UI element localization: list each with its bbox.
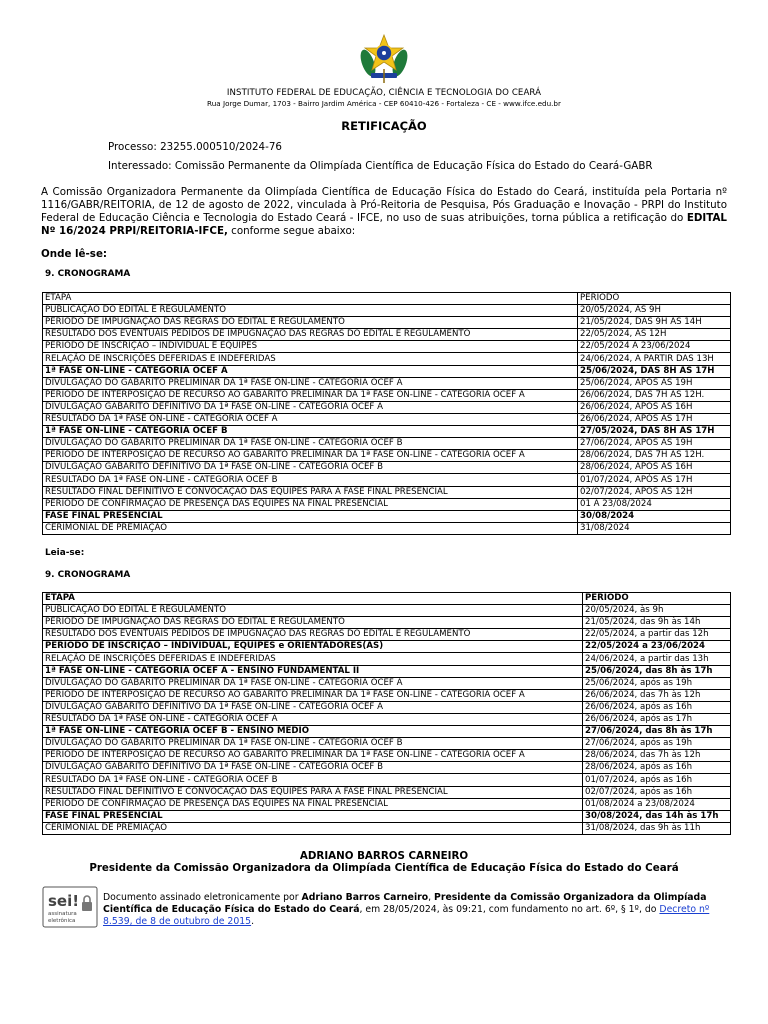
etapa-cell: ETAPA <box>43 593 583 605</box>
periodo-cell: 30/08/2024, das 14h às 17h <box>583 810 731 822</box>
institution-name: INSTITUTO FEDERAL DE EDUCAÇÃO, CIÊNCIA E TECNOLOGIA DO CEARÁ <box>226 88 542 98</box>
etapa-cell: PERÍODO DE IMPUGNAÇÃO DAS REGRAS DO EDITAL E REGULAMENTO <box>43 317 578 329</box>
table-row <box>43 426 731 438</box>
etapa-cell: DIVULGAÇÃO DO GABARITO PRELIMINAR DA 1ª FASE ON-LINE - CATEGORIA OCEF A <box>43 677 583 689</box>
etapa-cell: 1ª FASE ON-LINE - CATEGORIA OCEF A <box>43 365 578 377</box>
table-row <box>43 605 731 617</box>
signer-role: Presidente da Comissão Organizadora da Olimpíada Científica de Educação Física do Estado do Ceará <box>89 862 679 874</box>
periodo-cell: 01 A 23/08/2024 <box>578 498 731 510</box>
etapa-cell: PERÍODO DE INTERPOSIÇÃO DE RECURSO AO GABARITO PRELIMINAR DA 1ª FASE ON-LINE - CATEGORIA OCEF A <box>43 450 578 462</box>
table-row <box>43 726 731 738</box>
periodo-cell: 25/06/2024, DAS 8H ÀS 17H <box>578 365 731 377</box>
table-row <box>43 353 731 365</box>
table-row <box>43 810 731 822</box>
table-header-row <box>43 293 731 305</box>
etapa-cell: RESULTADO DA 1ª FASE ON-LINE - CATEGORIA OCEF B <box>43 474 578 486</box>
table-row <box>43 738 731 750</box>
table-row <box>43 629 731 641</box>
periodo-cell: 27/05/2024, DAS 8H ÀS 17H <box>578 426 731 438</box>
leia-se-heading: Leia-se: <box>45 548 85 558</box>
periodo-cell: 28/06/2024, após as 16h <box>583 762 731 774</box>
periodo-cell: 28/06/2024, das 7h às 12h <box>583 750 731 762</box>
periodo-cell: 01/07/2024, após as 16h <box>583 774 731 786</box>
table-row <box>43 786 731 798</box>
electronic-signature-note <box>103 892 728 929</box>
cronograma-heading-corrected: 9. CRONOGRAMA <box>45 570 131 580</box>
periodo-cell: 24/06/2024, A PARTIR DAS 13H <box>578 353 731 365</box>
note-role: Presidente da Comissão Organizadora da Olimpíada Científica de Educação Física do Estado do Ceará <box>103 892 707 916</box>
periodo-cell: 28/06/2024, APÓS AS 16H <box>578 462 731 474</box>
etapa-cell: RESULTADO DA 1ª FASE ON-LINE - CATEGORIA OCEF A <box>43 413 578 425</box>
note-end: . <box>251 916 255 928</box>
etapa-cell: PERÍODO DE INTERPOSIÇÃO DE RECURSO AO GABARITO PRELIMINAR DA 1ª FASE ON-LINE - CATEGORIA OCEF A <box>43 389 578 401</box>
periodo-cell: 01/07/2024, APÓS AS 17H <box>578 474 731 486</box>
intro-text: A Comissão Organizadora Permanente da Olimpíada Científica de Educação Física do Estado do Ceará, instituída pela Portaria nº 1116/GABR/REITORIA, de 12 de agosto de 2022, vinculada à Pró-Reitoria de Pesquisa, Pós Graduação e Inovação - PRPI do Instituto Federal de Educação Ciência e Tecnologia do Estado Ceará - IFCE, no uso de suas atribuições, torna pública a retificação do <box>41 186 727 225</box>
etapa-cell: DIVULGAÇÃO GABARITO DEFINITIVO DA 1ª FASE ON-LINE - CATEGORIA OCEF A <box>43 701 583 713</box>
table-row <box>43 413 731 425</box>
table-row <box>43 641 731 653</box>
table-row <box>43 617 731 629</box>
table-row <box>43 486 731 498</box>
sei-logo-text: sei! <box>48 892 80 910</box>
periodo-cell: 25/06/2024, das 8h às 17h <box>583 665 731 677</box>
etapa-cell: RESULTADO FINAL DEFINITIVO E CONVOCAÇÃO DAS EQUIPES PARA A FASE FINAL PRESENCIAL <box>43 486 578 498</box>
table-row <box>43 522 731 534</box>
periodo-cell: 26/06/2024, após as 17h <box>583 713 731 725</box>
table-row <box>43 498 731 510</box>
table-row <box>43 438 731 450</box>
processo-line: Processo: 23255.000510/2024-76 <box>108 141 282 153</box>
etapa-cell: RELAÇÃO DE INSCRIÇÕES DEFERIDAS E INDEFERIDAS <box>43 653 583 665</box>
etapa-cell: 1ª FASE ON-LINE - CATEGORIA OCEF B - ENSINO MÉDIO <box>43 726 583 738</box>
table-row <box>43 798 731 810</box>
periodo-cell: 21/05/2024, DAS 9H ÀS 14H <box>578 317 731 329</box>
brazil-coat-of-arms-icon <box>359 33 409 85</box>
periodo-cell: 20/05/2024, AS 9H <box>578 305 731 317</box>
periodo-cell: 22/05/2024 A 23/06/2024 <box>578 341 731 353</box>
table-row <box>43 822 731 834</box>
table-row <box>43 450 731 462</box>
periodo-cell: PERÍODO <box>583 593 731 605</box>
etapa-cell: DIVULGAÇÃO DO GABARITO PRELIMINAR DA 1ª FASE ON-LINE - CATEGORIA OCEF B <box>43 738 583 750</box>
table-row <box>43 377 731 389</box>
intro-paragraph <box>41 186 727 238</box>
table-row <box>43 365 731 377</box>
edital-reference: EDITAL Nº 16/2024 PRPI/REITORIA-IFCE, <box>41 212 727 238</box>
table-row <box>43 474 731 486</box>
periodo-cell: 25/06/2024, APÓS AS 19H <box>578 377 731 389</box>
etapa-cell: RELAÇÃO DE INSCRIÇÕES DEFERIDAS E INDEFERIDAS <box>43 353 578 365</box>
etapa-cell: PERÍODO DE INSCRIÇÃO – INDIVIDUAL, EQUIPES e ORIENTADORES(AS) <box>43 641 583 653</box>
periodo-cell: 27/06/2024, após as 19h <box>583 738 731 750</box>
etapa-cell: PUBLICAÇÃO DO EDITAL E REGULAMENTO <box>43 305 578 317</box>
periodo-cell: 25/06/2024, após as 19h <box>583 677 731 689</box>
periodo-cell: 30/08/2024 <box>578 510 731 522</box>
periodo-cell: 22/05/2024, a partir das 12h <box>583 629 731 641</box>
periodo-cell: 27/06/2024, APÓS AS 19H <box>578 438 731 450</box>
institution-address: Rua Jorge Dumar, 1703 - Bairro Jardim América - CEP 60410-426 - Fortaleza - CE - www.ifce.edu.br <box>207 99 561 108</box>
table-row <box>43 389 731 401</box>
etapa-cell: CERIMONIAL DE PREMIAÇÃO <box>43 822 583 834</box>
periodo-cell: 26/06/2024, após as 16h <box>583 701 731 713</box>
etapa-cell: RESULTADO DA 1ª FASE ON-LINE - CATEGORIA OCEF B <box>43 774 583 786</box>
etapa-cell: RESULTADO DOS EVENTUAIS PEDIDOS DE IMPUGNAÇÃO DAS REGRAS DO EDITAL E REGULAMENTO <box>43 629 583 641</box>
periodo-cell: 22/05/2024 a 23/06/2024 <box>583 641 731 653</box>
table-row <box>43 653 731 665</box>
etapa-cell: PUBLICAÇÃO DO EDITAL E REGULAMENTO <box>43 605 583 617</box>
etapa-cell: PERÍODO DE INSCRIÇÃO – INDIVIDUAL E EQUIPES <box>43 341 578 353</box>
etapa-cell: DIVULGAÇÃO GABARITO DEFINITIVO DA 1ª FASE ON-LINE - CATEGORIA OCEF B <box>43 762 583 774</box>
etapa-cell: 1ª FASE ON-LINE - CATEGORIA OCEF B <box>43 426 578 438</box>
periodo-cell: 21/05/2024, das 9h às 14h <box>583 617 731 629</box>
periodo-cell: PERÍODO <box>578 293 731 305</box>
onde-le-se-heading: Onde lê-se: <box>41 248 108 260</box>
periodo-cell: 28/06/2024, DAS 7H ÀS 12H. <box>578 450 731 462</box>
etapa-cell: FASE FINAL PRESENCIAL <box>43 510 578 522</box>
etapa-cell: DIVULGAÇÃO GABARITO DEFINITIVO DA 1ª FASE ON-LINE - CATEGORIA OCEF B <box>43 462 578 474</box>
note-prefix: Documento assinado eletronicamente por <box>103 892 302 903</box>
periodo-cell: 31/08/2024, das 9h às 11h <box>583 822 731 834</box>
intro-suffix: conforme segue abaixo: <box>227 225 356 238</box>
periodo-cell: 27/06/2024, das 8h às 17h <box>583 726 731 738</box>
table-row <box>43 677 731 689</box>
table-row <box>43 701 731 713</box>
table-row <box>43 750 731 762</box>
etapa-cell: PERÍODO DE INTERPOSIÇÃO DE RECURSO AO GABARITO PRELIMINAR DA 1ª FASE ON-LINE - CATEGORIA OCEF A <box>43 750 583 762</box>
table-row <box>43 510 731 522</box>
periodo-cell: 26/06/2024, das 7h às 12h <box>583 689 731 701</box>
etapa-cell: FASE FINAL PRESENCIAL <box>43 810 583 822</box>
signer-name: ADRIANO BARROS CARNEIRO <box>299 850 469 862</box>
table-header-row <box>43 593 731 605</box>
etapa-cell: CERIMONIAL DE PREMIAÇÃO <box>43 522 578 534</box>
etapa-cell: PERÍODO DE CONFIRMAÇÃO DE PRESENÇA DAS EQUIPES NA FINAL PRESENCIAL <box>43 498 578 510</box>
table-row <box>43 689 731 701</box>
page-title: RETIFICAÇÃO <box>341 119 427 133</box>
etapa-cell: DIVULGAÇÃO GABARITO DEFINITIVO DA 1ª FASE ON-LINE - CATEGORIA OCEF A <box>43 401 578 413</box>
etapa-cell: RESULTADO DA 1ª FASE ON-LINE - CATEGORIA OCEF A <box>43 713 583 725</box>
table-row <box>43 774 731 786</box>
periodo-cell: 31/08/2024 <box>578 522 731 534</box>
cronograma-heading-original: 9. CRONOGRAMA <box>45 269 131 279</box>
table-row <box>43 762 731 774</box>
etapa-cell: 1ª FASE ON-LINE - CATEGORIA OCEF A - ENSINO FUNDAMENTAL II <box>43 665 583 677</box>
periodo-cell: 26/06/2024, APÓS AS 16H <box>578 401 731 413</box>
note-comma: , <box>428 892 435 903</box>
etapa-cell: PERÍODO DE IMPUGNAÇÃO DAS REGRAS DO EDITAL E REGULAMENTO <box>43 617 583 629</box>
decreto-link[interactable]: Decreto nº 8.539, de 8 de outubro de 2015 <box>103 904 710 928</box>
table-row <box>43 329 731 341</box>
schedule-table-corrected <box>42 592 731 835</box>
seal-caption-2: eletrônica <box>48 918 76 924</box>
table-row <box>43 665 731 677</box>
etapa-cell: ETAPA <box>43 293 578 305</box>
periodo-cell: 02/07/2024, após as 16h <box>583 786 731 798</box>
note-signer: Adriano Barros Carneiro <box>301 892 429 903</box>
table-row <box>43 317 731 329</box>
periodo-cell: 20/05/2024, às 9h <box>583 605 731 617</box>
etapa-cell: RESULTADO FINAL DEFINITIVO E CONVOCAÇÃO DAS EQUIPES PARA A FASE FINAL PRESENCIAL <box>43 786 583 798</box>
schedule-table-original <box>42 292 731 535</box>
periodo-cell: 01/08/2024 a 23/08/2024 <box>583 798 731 810</box>
periodo-cell: 22/05/2024, ÀS 12H <box>578 329 731 341</box>
periodo-cell: 02/07/2024, APÓS AS 12H <box>578 486 731 498</box>
etapa-cell: PERÍODO DE INTERPOSIÇÃO DE RECURSO AO GABARITO PRELIMINAR DA 1ª FASE ON-LINE - CATEGORIA OCEF A <box>43 689 583 701</box>
seal-caption-1: assinatura <box>48 911 77 917</box>
etapa-cell: PERÍODO DE CONFIRMAÇÃO DE PRESENÇA DAS EQUIPES NA FINAL PRESENCIAL <box>43 798 583 810</box>
table-row <box>43 713 731 725</box>
sei-signature-seal-icon <box>42 886 98 928</box>
periodo-cell: 24/06/2024, a partir das 13h <box>583 653 731 665</box>
table-row <box>43 341 731 353</box>
interessado-line: Interessado: Comissão Permanente da Olimpíada Científica de Educação Física do Estado do Ceará-GABR <box>108 160 653 172</box>
etapa-cell: DIVULGAÇÃO DO GABARITO PRELIMINAR DA 1ª FASE ON-LINE - CATEGORIA OCEF B <box>43 438 578 450</box>
periodo-cell: 26/06/2024, DAS 7H ÀS 12H. <box>578 389 731 401</box>
etapa-cell: DIVULGAÇÃO DO GABARITO PRELIMINAR DA 1ª FASE ON-LINE - CATEGORIA OCEF A <box>43 377 578 389</box>
periodo-cell: 26/06/2024, APÓS AS 17H <box>578 413 731 425</box>
table-row <box>43 462 731 474</box>
table-row <box>43 401 731 413</box>
note-middle: , em 28/05/2024, às 09:21, com fundamento no art. 6º, § 1º, do <box>359 904 660 916</box>
etapa-cell: RESULTADO DOS EVENTUAIS PEDIDOS DE IMPUGNAÇÃO DAS REGRAS DO EDITAL E REGULAMENTO <box>43 329 578 341</box>
table-row <box>43 305 731 317</box>
